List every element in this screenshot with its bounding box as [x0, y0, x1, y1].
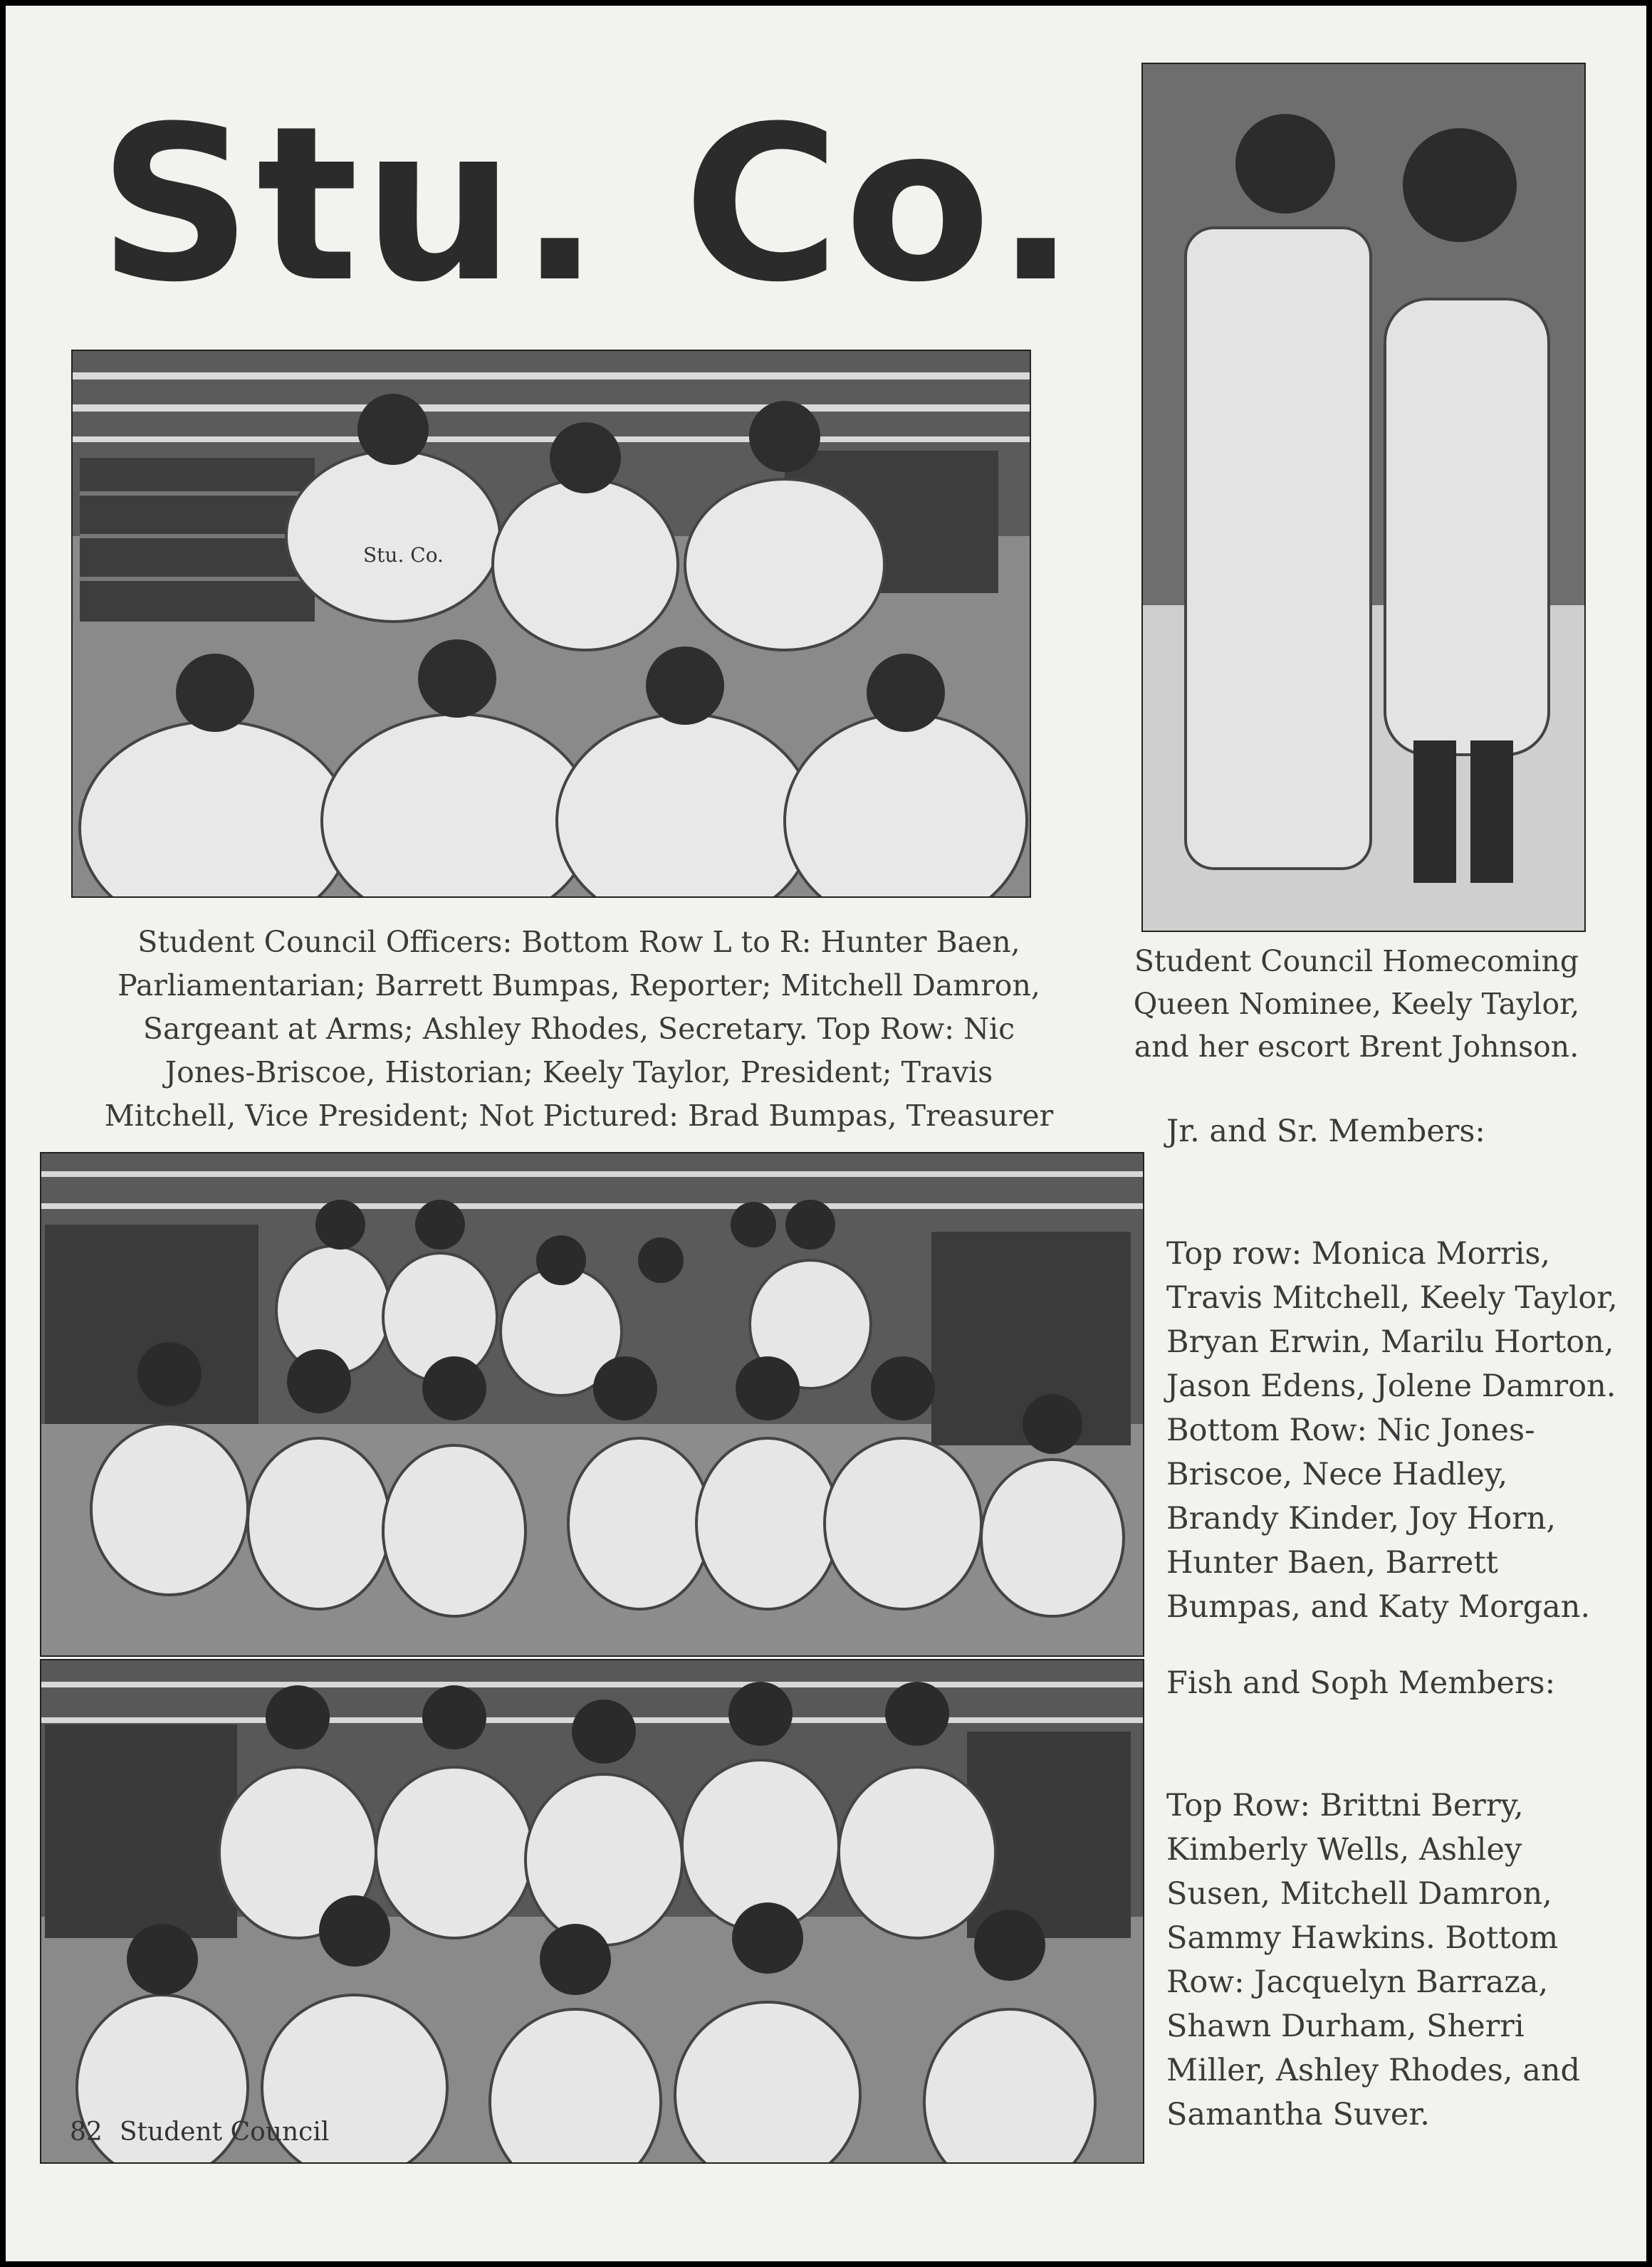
section-name: Student Council: [119, 2117, 330, 2147]
fish-soph-members-photo-image: [41, 1660, 1143, 2162]
fish-soph-names: Top Row: Brittni Berry, Kimberly Wells, Ashley Susen, Mitchell Damron, Sammy Hawkins. Bottom Row: Jacquelyn Barraza, Shawn Durham, Sherri Miller, Ashley Rhodes, and Samantha Suver.: [1166, 1788, 1581, 2132]
homecoming-photo: [1141, 63, 1586, 932]
page-title: Stu. Co.: [98, 80, 1081, 329]
page-footer: [70, 2117, 346, 2147]
fish-soph-members-photo: [40, 1659, 1144, 2164]
jr-sr-names: Top row: Monica Morris, Travis Mitchell, Keely Taylor, Bryan Erwin, Marilu Horton, Jason Edens, Jolene Damron. Bottom Row: Nic Jones-Briscoe, Nece Hadley, Brandy Kinder, Joy Horn, Hunter Baen, Barrett Bumpas, and Katy Morgan.: [1166, 1236, 1618, 1625]
yearbook-page: [6, 6, 1646, 2261]
officers-photo-image: [73, 351, 1030, 896]
jr-sr-heading: Jr. and Sr. Members:: [1166, 1114, 1485, 1149]
jr-sr-members-photo-image: [41, 1153, 1143, 1655]
homecoming-caption: Student Council Homecoming Queen Nominee, Keely Taylor, and her escort Brent Johnson.: [1133, 944, 1580, 1064]
jr-sr-members-photo: [40, 1152, 1144, 1657]
shirt-text-label: Stu. Co.: [363, 543, 444, 567]
homecoming-photo-image: [1143, 64, 1584, 931]
officers-photo: [71, 350, 1031, 898]
page-number: 82: [70, 2117, 103, 2147]
fish-soph-heading: Fish and Soph Members:: [1166, 1665, 1556, 1701]
officers-caption: Student Council Officers: Bottom Row L to R: Hunter Baen, Parliamentarian; Barrett Bumpas, Reporter; Mitchell Damron, Sargeant at Arms; Ashley Rhodes, Secretary. Top Row: Nic Jones-Briscoe, Historian; Keely Taylor, President; Travis Mitchell, Vice President; Not Pictured: Brad Bumpas, Treasurer: [104, 925, 1054, 1133]
